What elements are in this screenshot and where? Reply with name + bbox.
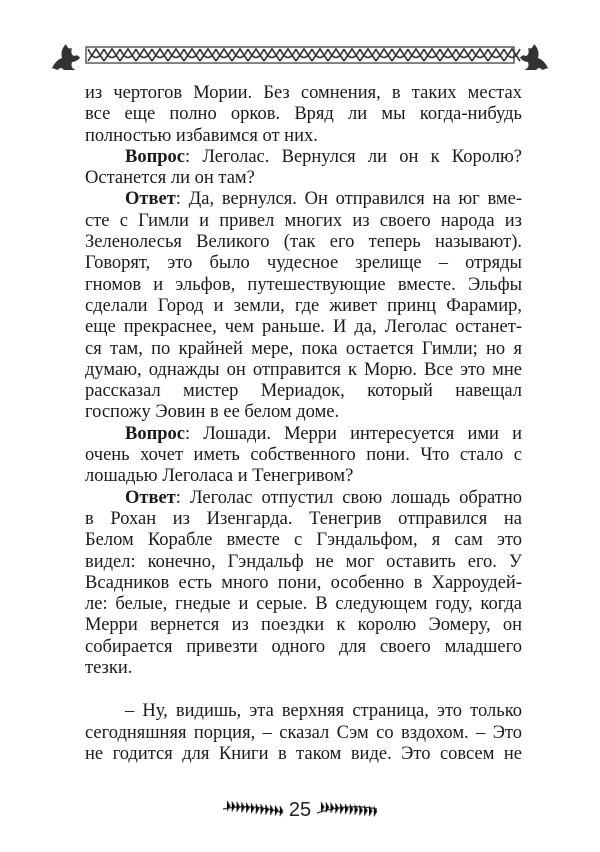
line-text: госпожу Эовин в ее белом доме. [85, 402, 340, 423]
line-text: очень хочет иметь собственного пони. Что стало с [85, 445, 522, 466]
text-line [85, 637, 522, 658]
line-text: видел: конечно, Гэндальф не мог оставить его. У [85, 551, 522, 572]
text-line [85, 211, 522, 232]
text-line [85, 658, 522, 679]
line-text: рассказал мистер Мериадок, который навещал [85, 381, 522, 402]
line-text: Зеленолесья Великого (так его теперь называют). [85, 232, 522, 253]
line-text: собирается привезти одного для своего младшего [85, 636, 522, 657]
line-text: в Рохан из Изенгарда. Тенегрив отправился на [85, 508, 522, 529]
celtic-knot-header-ornament [50, 38, 550, 72]
line-text: сте с Гимли и привел многих из своего народа из [85, 210, 522, 231]
fern-left-icon [221, 801, 285, 819]
text-line [85, 339, 522, 360]
question-label: Вопрос [125, 423, 185, 444]
line-text: лошадью Леголаса и Тенегривом? [85, 466, 354, 487]
text-line [85, 381, 522, 402]
text-line [85, 723, 522, 744]
book-body-text [85, 83, 522, 765]
fern-right-icon [315, 801, 379, 819]
text-line [85, 253, 522, 274]
text-line [85, 296, 522, 317]
text-line [85, 126, 522, 147]
line-text: тезки. [85, 658, 133, 679]
line-text: не годится для Книги в таком виде. Это совсем не [85, 743, 522, 764]
text-line [85, 445, 522, 466]
text-line [85, 104, 522, 125]
line-text: : Леголас. Вернулся ли он к Королю? [185, 146, 522, 167]
line-text: : Лошади. Мерри интересуется ими и [185, 423, 522, 444]
dragon-right-icon [520, 44, 548, 70]
line-text: все еще полно орков. Вряд ли мы когда-нибудь [85, 104, 522, 125]
text-line [85, 701, 522, 722]
page-footer [0, 795, 600, 825]
line-text: из чертогов Мории. Без сомнения, в таких местах [85, 83, 522, 103]
text-line [85, 317, 522, 338]
text-line [85, 83, 522, 104]
line-text: ся там, по крайней мере, пока остается Гимли; но я [85, 338, 522, 359]
line-text: думаю, однажды он отправится к Морю. Все это мне [85, 359, 522, 380]
text-line [85, 573, 522, 594]
text-line [85, 232, 522, 253]
text-line [85, 424, 522, 445]
text-line [85, 530, 522, 551]
line-text: Мерри вернется из поездки к королю Эомеру, он [85, 615, 522, 636]
line-text: : Леголас отпустил свою лошадь обратно [175, 487, 522, 508]
line-text: сделали Город и земли, где живет принц Фарамир, [85, 295, 522, 316]
text-line [85, 509, 522, 530]
line-text: Останется ли он там? [85, 168, 255, 189]
line-text: Всадников есть много пони, особенно в Харроудей- [85, 572, 522, 593]
line-text: еще прекраснее, чем раньше. И да, Леголас останет- [85, 317, 522, 338]
line-text: – Ну, видишь, эта верхняя страница, это только [125, 701, 522, 722]
paragraph-gap [85, 679, 522, 701]
text-line [85, 594, 522, 615]
page-number: 25 [288, 798, 312, 821]
line-text: ле: белые, гнедые и серые. В следующем году, когда [85, 594, 522, 615]
text-line [85, 466, 522, 487]
text-line [85, 402, 522, 423]
line-text: : Да, вернулся. Он отправился на юг вме- [175, 189, 522, 210]
text-line [85, 189, 522, 210]
text-line [85, 168, 522, 189]
line-text: полностью избавимся от них. [85, 125, 318, 146]
text-line [85, 275, 522, 296]
text-line [85, 615, 522, 636]
text-line [85, 147, 522, 168]
line-text: Говорят, это было чудесное зрелище – отряды [85, 253, 522, 274]
line-text: гномов и эльфов, путешествующие вместе. Эльфы [85, 274, 522, 295]
dragon-left-icon [52, 44, 80, 70]
text-line [85, 488, 522, 509]
text-line [85, 552, 522, 573]
answer-label: Ответ [125, 487, 176, 508]
line-text: сегодняшняя порция, – сказал Сэм со вздохом. – Это [85, 722, 522, 743]
text-line [85, 744, 522, 765]
answer-label: Ответ [125, 189, 176, 210]
text-line [85, 360, 522, 381]
question-label: Вопрос [125, 146, 185, 167]
line-text: Белом Корабле вместе с Гэндальфом, я сам это [85, 530, 522, 551]
